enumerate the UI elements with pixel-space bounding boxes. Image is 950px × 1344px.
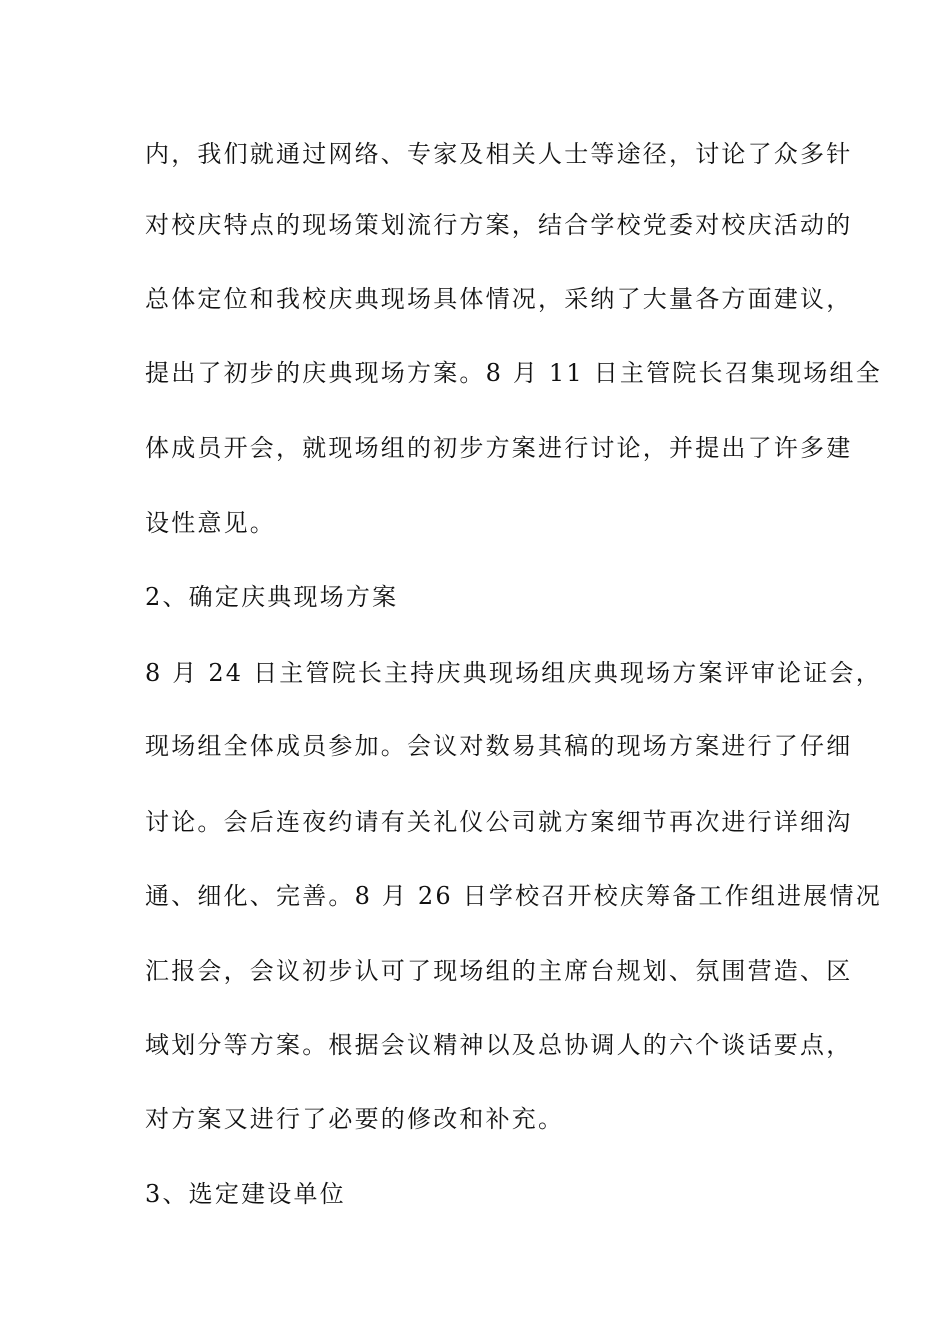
section-heading: 3、选定建设单位 bbox=[145, 1180, 346, 1208]
text-line: 对校庆特点的现场策划流行方案，结合学校党委对校庆活动的 bbox=[145, 211, 853, 239]
text-line: 设性意见。 bbox=[145, 509, 276, 537]
text-line: 内，我们就通过网络、专家及相关人士等途径，讨论了众多针 bbox=[145, 140, 853, 168]
text-line: 域划分等方案。根据会议精神以及总协调人的六个谈话要点， bbox=[145, 1031, 853, 1059]
text-line: 体成员开会，就现场组的初步方案进行讨论，并提出了许多建 bbox=[145, 434, 853, 462]
text-line: 现场组全体成员参加。会议对数易其稿的现场方案进行了仔细 bbox=[145, 732, 853, 760]
text-line: 汇报会，会议初步认可了现场组的主席台规划、氛围营造、区 bbox=[145, 957, 853, 985]
text-line: 对方案又进行了必要的修改和补充。 bbox=[145, 1105, 565, 1133]
text-line: 提出了初步的庆典现场方案。8 月 11 日主管院长召集现场组全 bbox=[145, 359, 882, 387]
text-line: 通、细化、完善。8 月 26 日学校召开校庆筹备工作组进展情况 bbox=[145, 882, 882, 910]
text-line: 8 月 24 日主管院长主持庆典现场组庆典现场方案评审论证会， bbox=[145, 659, 882, 687]
text-line: 总体定位和我校庆典现场具体情况，采纳了大量各方面建议， bbox=[145, 285, 853, 313]
text-line: 讨论。会后连夜约请有关礼仪公司就方案细节再次进行详细沟 bbox=[145, 808, 853, 836]
section-heading: 2、确定庆典现场方案 bbox=[145, 583, 399, 611]
